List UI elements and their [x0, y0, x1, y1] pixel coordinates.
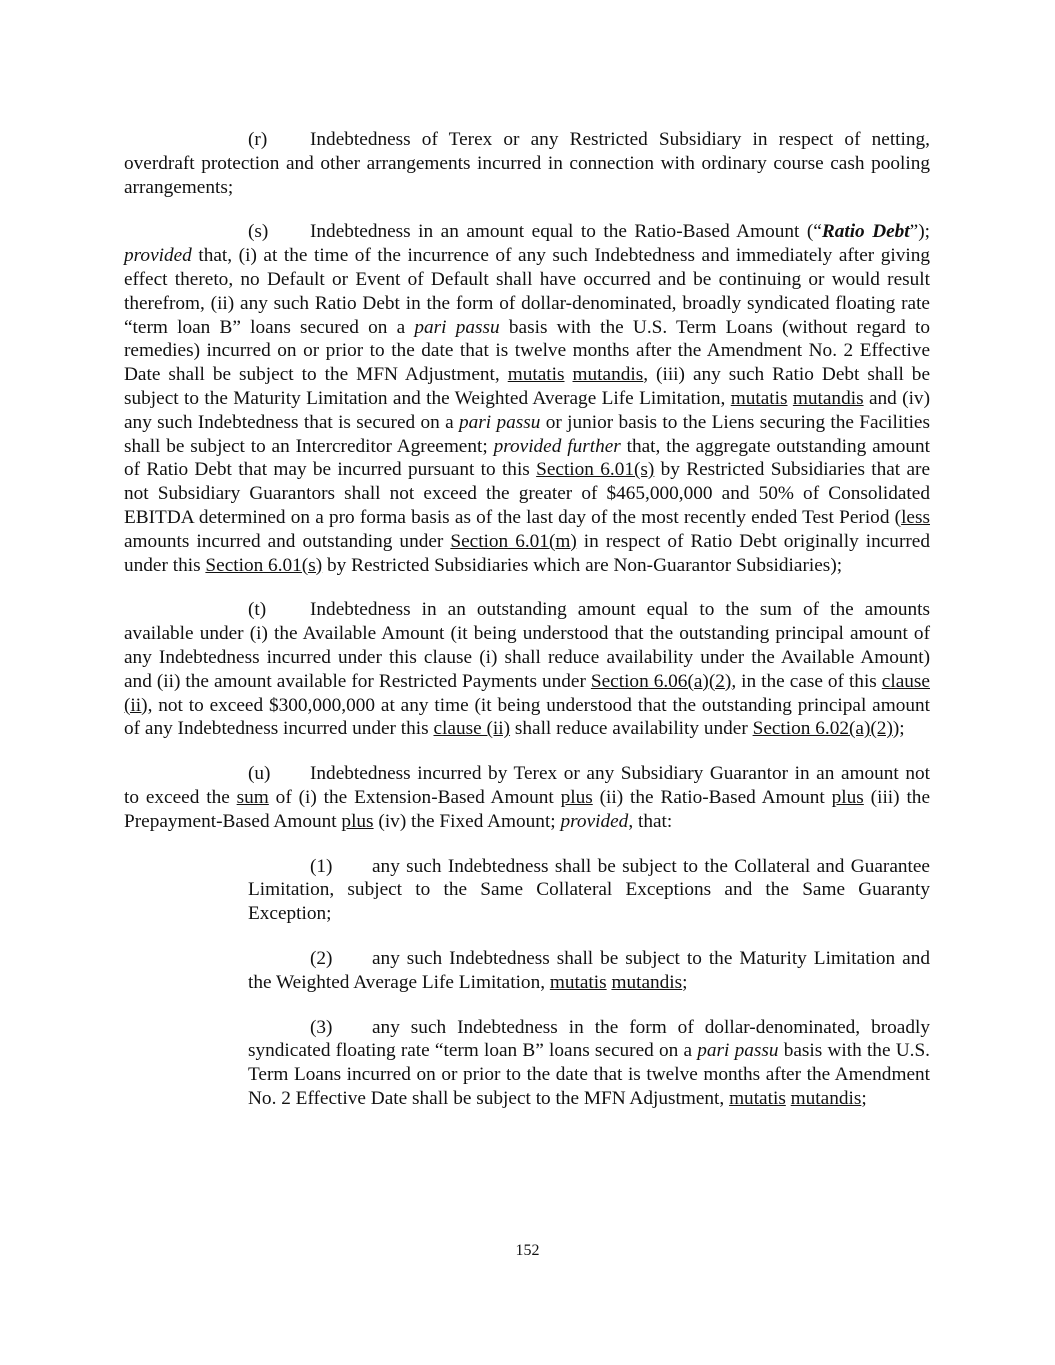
clause-text: (ii) the Ratio-Based Amount: [592, 786, 832, 808]
clause-text: or junior basis to the Liens securing the Facilities shall be subject to an Intercreditor Agreement;: [124, 411, 930, 457]
subclause-1: [248, 855, 930, 926]
clause-text: by Restricted Subsidiaries which are Non-Guarantor Subsidiaries);: [322, 554, 843, 576]
clause-text: , in the case of this: [731, 670, 882, 692]
paragraph-t: [124, 598, 930, 741]
clause-reference: clause (ii): [124, 670, 930, 716]
section-reference: Section 6.01(m): [450, 530, 577, 552]
subclause-text: any such Indebtedness shall be subject to the Collateral and Guarantee Limitation, subject to the Same Collateral Exceptions and the Same Guaranty Exception;: [248, 855, 930, 925]
section-reference: Section 6.01(s): [205, 554, 323, 576]
clause-label: (u): [248, 763, 271, 785]
subclause-text: ;: [682, 971, 688, 993]
paragraph-u: [124, 762, 930, 833]
paragraph-s: [124, 220, 930, 577]
clause-label: (r): [248, 129, 268, 150]
subclause-label: (2): [310, 947, 333, 969]
clause-reference: clause (ii): [433, 718, 511, 740]
subclause-text: ;: [861, 1087, 867, 1109]
underlined-plus: plus: [560, 786, 593, 808]
underlined-sum: sum: [236, 786, 269, 808]
subclause-2: [248, 947, 930, 995]
clause-text: , not to exceed $300,000,000 at any time (it being understood that the outstanding principal amount of any Indebtedness incurred under this: [124, 694, 930, 740]
italic-pari-passu: pari passu: [458, 411, 541, 433]
clause-text: by Restricted Subsidiaries that are not Subsidiary Guarantors shall not exceed the greater of $465,000,000 and 50% of Consolidated EBITDA determined on a pro forma basis as of the last day of the most recently ended Test Period (: [124, 459, 930, 528]
subclause-text: any such Indebtedness shall be subject to the Maturity Limitation and the Weighted Average Life Limitation,: [248, 947, 930, 993]
underlined-mutandis: mutandis: [790, 1087, 862, 1109]
clause-text: (iii) the Prepayment-Based Amount: [124, 786, 931, 832]
subclause-text: basis with the U.S. Term Loans incurred on or prior to the date that is twelve months after the Amendment No. 2 Effective Date shall be subject to the MFN Adjustment,: [248, 1040, 930, 1109]
underlined-less: less: [901, 506, 930, 528]
section-reference: Section 6.01(s): [536, 459, 655, 481]
underlined-mutandis: mutandis: [572, 364, 644, 386]
clause-text: (iv) the Fixed Amount;: [373, 810, 561, 832]
page-number: 152: [515, 1242, 540, 1259]
section-reference: Section 6.06(a)(2): [590, 670, 732, 692]
subclause-3: [248, 1016, 930, 1111]
clause-text: ”);: [909, 221, 931, 243]
italic-pari-passu: pari passu: [414, 316, 500, 338]
clause-text: in respect of Ratio Debt originally incurred under this: [124, 530, 930, 576]
clause-text: Indebtedness of Terex or any Restricted Subsidiary in respect of netting, overdraft protection and other arrangements incurred in connection with ordinary course cash pooling arrangements;: [124, 129, 930, 198]
underlined-plus: plus: [831, 786, 864, 808]
paragraph-r: [124, 128, 930, 199]
clause-text: of (i) the Extension-Based Amount: [268, 786, 561, 808]
clause-text: Indebtedness in an amount equal to the Ratio-Based Amount (“: [310, 221, 822, 243]
section-reference: Section 6.02(a)(2): [752, 718, 893, 740]
clause-text: shall reduce availability under: [510, 718, 753, 740]
clause-text: and (iv) any such Indebtedness that is secured on a: [124, 387, 930, 433]
italic-provided-further: provided further: [493, 435, 621, 457]
clause-text: that, the aggregate outstanding amount of Ratio Debt that may be incurred pursuant to this: [124, 435, 930, 481]
underlined-plus: plus: [341, 810, 374, 832]
underlined-comma: ,: [720, 387, 726, 409]
subclause-label: (1): [310, 855, 333, 877]
italic-provided: provided: [560, 810, 629, 832]
underlined-mutatis: mutatis: [730, 387, 788, 409]
underlined-mutatis: mutatis: [549, 971, 607, 993]
clause-text: amounts incurred and outstanding under: [124, 530, 451, 552]
clause-text: Indebtedness in an outstanding amount equal to the sum of the amounts available under (i) the Available Amount (it being understood that the outstanding principal amount of any Indebtedness incurred under this clause (i) shall reduce availability under the Available Amount) and (ii) the amount available for Restricted Payments under: [124, 599, 930, 692]
clause-label: (s): [248, 221, 269, 243]
document-page: [124, 128, 930, 1132]
clause-text: that, (i) at the time of the incurrence of any such Indebtedness and immediately after giving effect thereto, no Default or Event of Default shall have occurred and be continuing or would result therefrom, (ii) any such Ratio Debt in the form of dollar-denominated, broadly syndicated floating rate “term loan B” loans secured on a: [124, 245, 930, 338]
clause-text: basis with the U.S. Term Loans (without regard to remedies) incurred on or prior to the date that is twelve months after the Amendment No. 2 Effective Date shall be subject to the MFN Adjustment,: [124, 316, 930, 386]
underlined-mutatis: mutatis: [729, 1087, 786, 1109]
clause-text: Indebtedness incurred by Terex or any Subsidiary Guarantor in an amount not to exceed the: [124, 763, 930, 808]
subclause-text: any such Indebtedness in the form of dollar-denominated, broadly syndicated floating rate “term loan B” loans secured on a: [248, 1016, 930, 1062]
clause-label: (t): [248, 599, 267, 621]
clause-text: , that:: [628, 810, 673, 832]
italic-provided: provided: [124, 245, 192, 267]
italic-pari-passu: pari passu: [697, 1040, 779, 1062]
subclause-label: (3): [310, 1016, 333, 1038]
underlined-mutandis: mutandis: [611, 971, 683, 993]
underlined-mutandis: mutandis: [792, 387, 864, 409]
clause-text: );: [892, 718, 905, 740]
underlined-mutatis: mutatis: [507, 364, 565, 386]
subclause-list: [248, 855, 930, 1111]
defined-term-ratio-debt: Ratio Debt: [821, 221, 910, 243]
clause-text: , (iii) any such Ratio Debt shall be subject to the Maturity Limitation and the Weighted Average Life Limitation: [124, 364, 931, 409]
